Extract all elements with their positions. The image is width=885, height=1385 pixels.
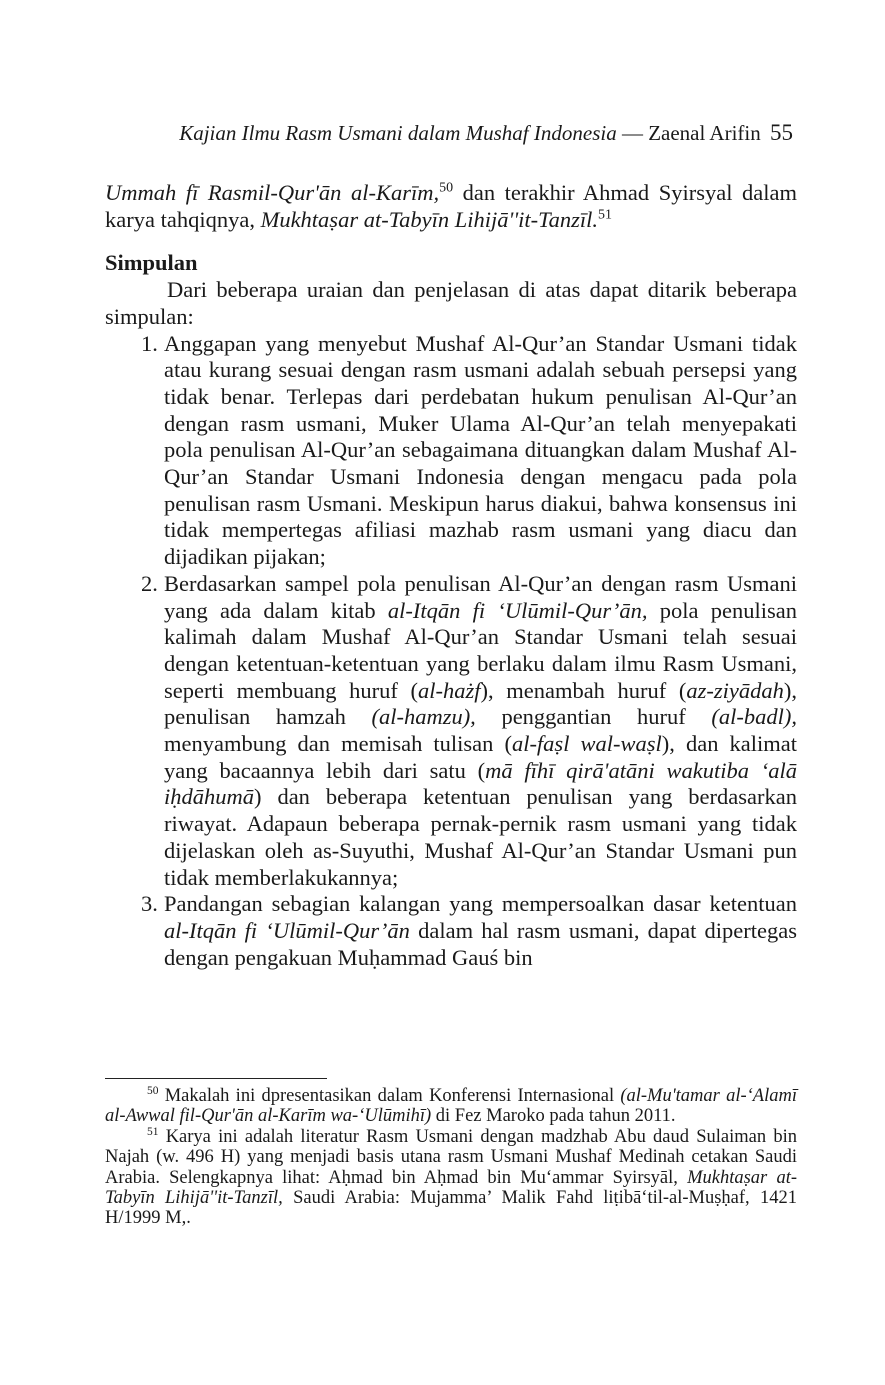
italic-term: az-ziyādah: [686, 677, 784, 703]
header-author: Zaenal Arifin: [648, 121, 761, 145]
italic-term: al-faṣl wal-waṣl: [511, 731, 662, 757]
list-item: [105, 331, 797, 571]
text-run: Makalah ini dpresentasikan dalam Konferensi Internasional: [158, 1086, 621, 1106]
header-title: Kajian Ilmu Rasm Usmani dalam Mushaf Indonesia: [179, 121, 617, 145]
footnotes: [105, 1086, 797, 1229]
footnote-number: 50: [147, 1084, 159, 1097]
footnote-ref-51: 51: [597, 207, 612, 223]
italic-term: (al-badl),: [711, 704, 797, 730]
section-heading: Simpulan: [105, 250, 198, 276]
text-run: ), dan kalimat yang bacaannya lebih dari satu (: [164, 731, 797, 783]
intro-text: dan terakhir Ahmad Syirsyal dalam karya tahqiqnya,: [105, 180, 797, 232]
text-run: pola penulisan kalimah dalam Mushaf Al-Qur’an Standar Usmani telah sesuai dengan ketentuan-ketentuan yang berlaku dalam ilmu Rasm Usmani, seperti membuang huruf (: [164, 597, 797, 703]
list-item-number: 1.: [141, 330, 158, 356]
text-run: di Fez Maroko pada tahun 2011.: [431, 1106, 676, 1127]
running-header: [0, 120, 793, 146]
italic-term: al-hażf: [417, 677, 481, 703]
italic-term: (al-hamzu),: [371, 704, 476, 730]
text-run: Pandangan sebagian kalangan yang mempersoalkan dasar ketentuan: [164, 891, 797, 917]
text-run: dalam hal rasm usmani, dapat dipertegas dengan pengakuan Muḥammad Gauś bin: [164, 917, 797, 970]
footnote-50: [105, 1086, 797, 1127]
italic-term: al-Itqān fi ‘Ulūmil-Qur’ān,: [387, 597, 648, 623]
header-separator: —: [621, 121, 643, 145]
text-run: ) dan beberapa ketentuan penulisan yang berdasarkan riwayat. Adapaun beberapa pernak-pernik rasm usmani yang tidak dijelaskan oleh as-Suyuthi, Mushaf Al-Qur’an Standar Usmani pun tidak memberlakukannya;: [164, 784, 797, 890]
list-item: [105, 891, 797, 971]
italic-term: Mukhtaṣar at-Tabyīn Lihijā''it-Tanzīl,: [105, 1167, 797, 1209]
text-run: Karya ini adalah literatur Rasm Usmani dengan madzhab Abu daud Sulaiman bin Najah (w. 496 H) yang menjadi basis utana rasm Usmani Mushaf Medinah cetakan Saudi Arabia. Selengkapnya lihat: Aḥmad bin Aḥmad bin Mu‘ammar Syirsyāl,: [105, 1126, 797, 1188]
text-run: Saudi Arabia: Mujamma’ Malik Fahd liṭibā‘til-al-Muṣḥaf, 1421 H/1999 M,.: [105, 1188, 797, 1229]
text-run: Berdasarkan sampel pola penulisan Al-Qur’an dengan rasm Usmani yang ada dalam kitab: [164, 570, 797, 623]
text-run: penggantian huruf: [475, 704, 712, 730]
conclusion-list: [105, 331, 797, 972]
intro-book-title: Ummah fī Rasmil-Qur'ān al-Karīm,: [105, 180, 440, 205]
footnote-divider: [105, 1078, 327, 1079]
list-item-text: Anggapan yang menyebut Mushaf Al-Qur’an Standar Usmani tidak atau kurang sesuai dengan rasm usmani adalah sebuah persepsi yang tidak benar. Terlepas dari perdebatan hukum penulisan Al-Qur’an dengan rasm usmani, Muker Ulama Al-Qur’an telah menyepakati pola penulisan Al-Qur’an sebagaimana dituangkan dalam Mushaf Al-Qur’an Standar Usmani Indonesia dengan mengacu pada pola penulisan rasm Usmani. Meskipun harus diakui, bahwa konsensus ini tidak mempertegas afiliasi mazhab rasm usmani yang diacu dan dijadikan pijakan;: [164, 330, 797, 570]
italic-term: mā fīhī qirā'atāni wakutiba ‘alā iḥdāhumā: [164, 757, 797, 810]
italic-term: al-Itqān fi ‘Ulūmil-Qur’ān: [164, 917, 410, 943]
text-run: ), penulisan hamzah: [164, 677, 797, 730]
footnote-51: [105, 1127, 797, 1229]
italic-term: (al-Mu'tamar al-‘Alamī al-Awwal fil-Qur'ān al-Karīm wa-‘Ulūmihī): [105, 1086, 797, 1127]
footnote-number: 51: [147, 1125, 159, 1138]
list-item-number: 2.: [141, 570, 158, 596]
list-item: [105, 571, 797, 891]
text-run: menyambung dan memisah tulisan (: [164, 731, 512, 757]
footnote-ref-50: 50: [439, 180, 454, 196]
list-item-number: 3.: [141, 891, 158, 917]
section-lead: Dari beberapa uraian dan penjelasan di atas dapat ditarik beberapa simpulan:: [105, 277, 797, 329]
page-number: 55: [770, 120, 793, 145]
text-run: ), menambah huruf (: [480, 677, 687, 703]
intro-paragraph: [105, 180, 797, 233]
main-text: [105, 180, 797, 971]
intro-book-title-2: Mukhtaṣar at-Tabyīn Lihijā''it-Tanzīl.: [260, 206, 598, 232]
